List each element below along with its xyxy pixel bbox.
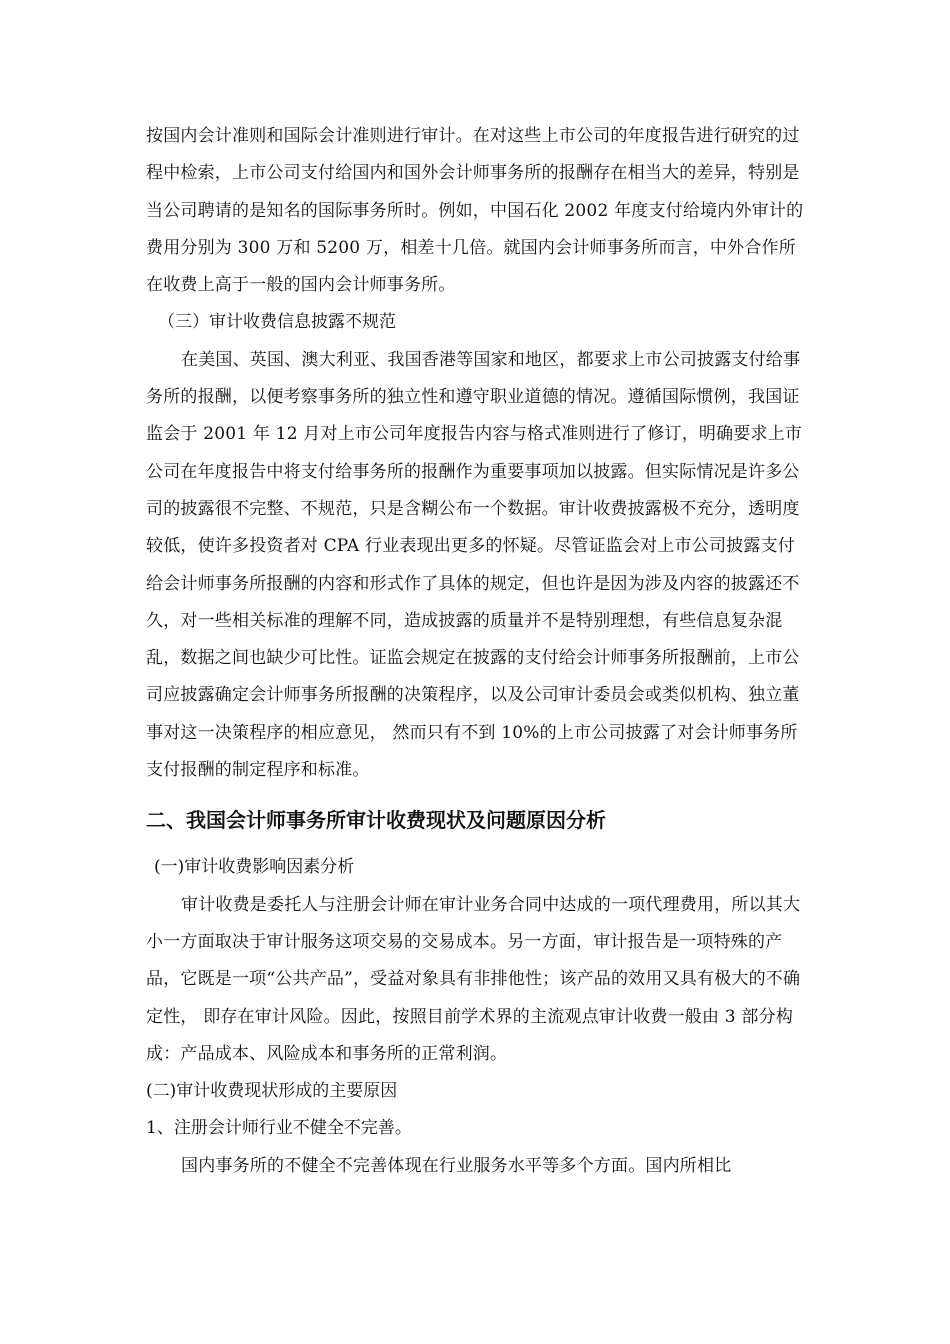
section-heading: 二、我国会计师事务所审计收费现状及问题原因分析 <box>146 808 606 833</box>
paragraph-intro: 按国内会计准则和国际会计准则进行审计。在对这些上市公司的年度报告进行研究的过程中检索，上市公司支付给国内和国外会计师事务所的报酬存在相当大的差异，特别是当公司聘请的是知名的国际事务所时。例如，中国石化 2002 年度支付给境内外审计的费用分别为 300 万和 5200 万，相差十几倍。就国内会计师事务所而言，中外合作所在收费上高于一般的国内会计师事务所。 <box>146 126 804 296</box>
subheading-causes: (二)审计收费现状形成的主要原因 <box>146 1081 398 1102</box>
subheading-factors: (一)审计收费影响因素分析 <box>154 857 355 878</box>
list-item-1: 1、注册会计师行业不健全不完善。 <box>146 1118 412 1139</box>
paragraph-disclosure: 在美国、英国、澳大利亚、我国香港等国家和地区，都要求上市公司披露支付给事务所的报酬，以便考察事务所的独立性和遵守职业道德的情况。遵循国际惯例，我国证监会于 2001 年 12 月对上市公司年度报告内容与格式准则进行了修订，明确要求上市公司在年度报告中将支付给事务所的报酬作为重要事项加以披露。但实际情况是许多公司的披露很不完整、不规范，只是含糊公布一个数据。审计收费披露极不充分，透明度较低，使许多投资者对 CPA 行业表现出更多的怀疑。尽管证监会对上市公司披露支付给会计师事务所报酬的内容和形式作了具体的规定，但也许是因为涉及内容的披露还不久，对一些相关标准的理解不同，造成披露的质量并不是特别理想，有些信息复杂混乱，数据之间也缺少可比性。证监会规定在披露的支付给会计师事务所报酬前，上市公司应披露确定会计师事务所报酬的决策程序，以及公司审计委员会或类似机构、独立董事对这一决策程序的相应意见， 然而只有不到 10%的上市公司披露了对会计师事务所支付报酬的制定程序和标准。 <box>146 349 803 781</box>
paragraph-domestic: 国内事务所的不健全不完善体现在行业服务水平等多个方面。国内所相比 <box>181 1155 732 1176</box>
document-body <box>146 118 810 1185</box>
paragraph-factors: 审计收费是委托人与注册会计师在审计业务合同中达成的一项代理费用，所以其大小一方面取决于审计服务这项交易的交易成本。另一方面，审计报告是一项特殊的产品，它既是一项“公共产品”，受益对象具有非排他性；该产品的效用又具有极大的不确定性， 即存在审计风险。因此，按照目前学术界的主流观点审计收费一般由 3 部分构成：产品成本、风险成本和事务所的正常利润。 <box>146 894 801 1064</box>
subheading-disclosure: （三）审计收费信息披露不规范 <box>158 312 396 333</box>
